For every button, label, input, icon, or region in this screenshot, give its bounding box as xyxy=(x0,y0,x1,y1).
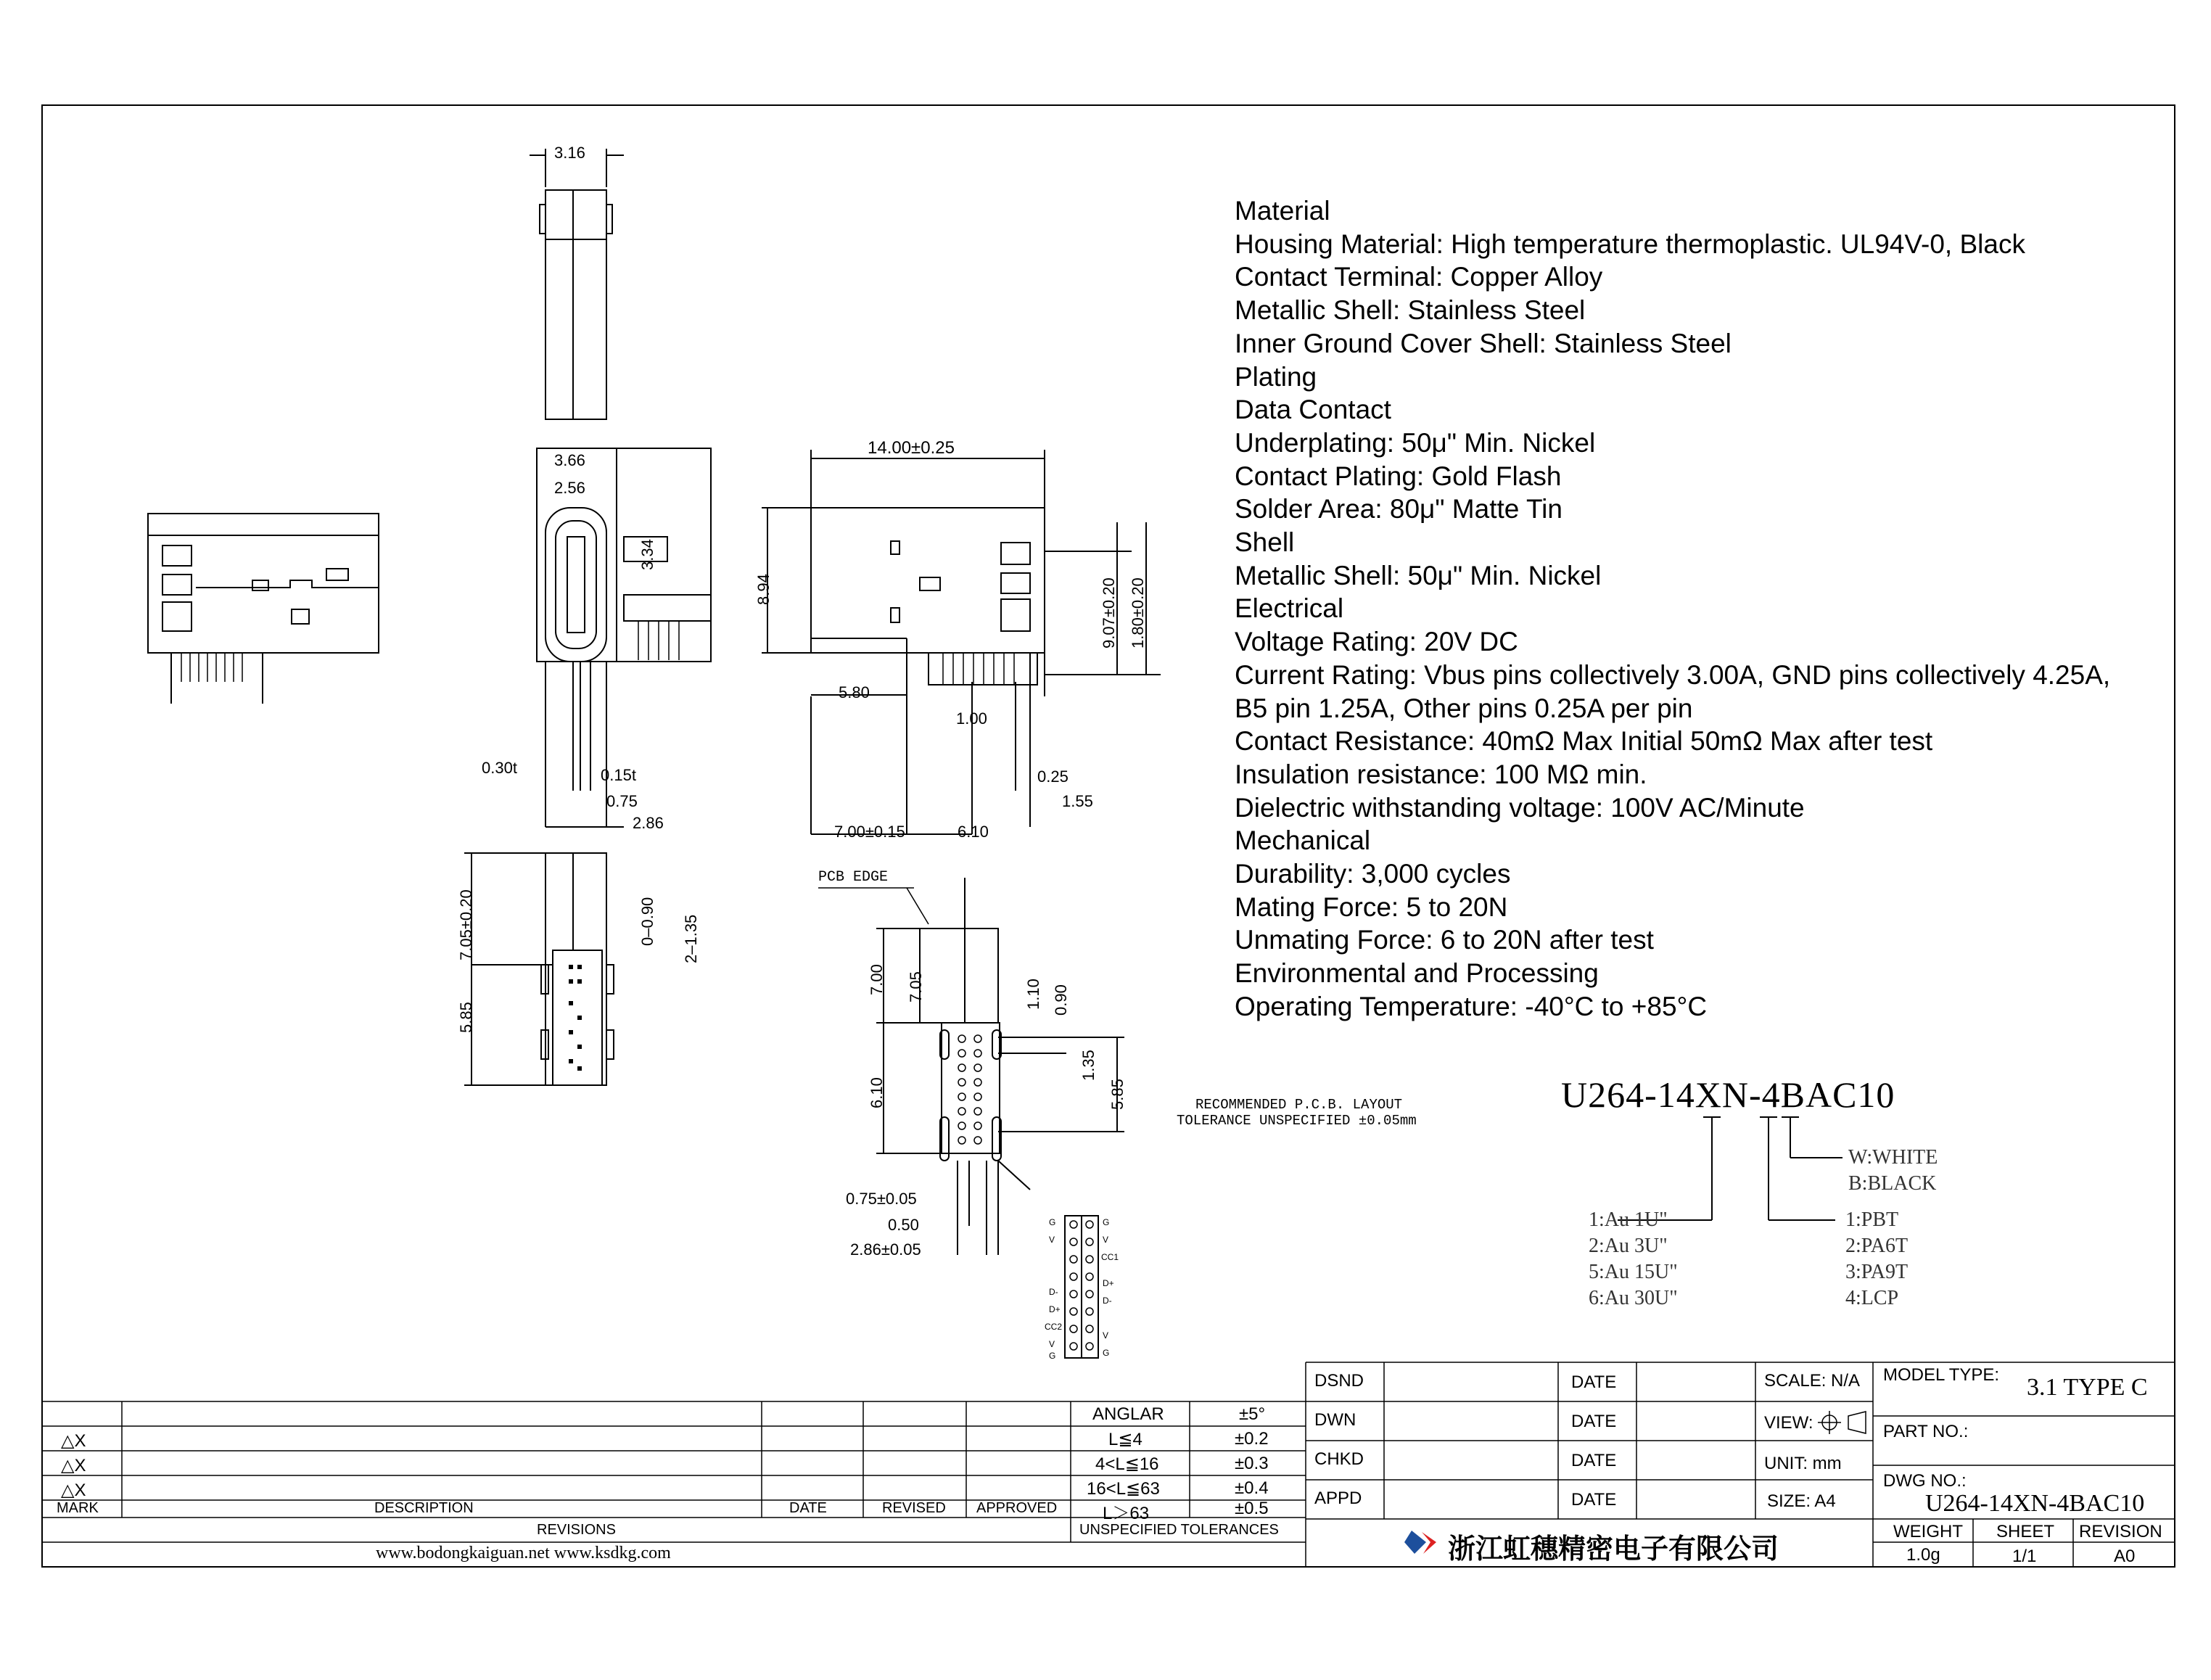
dim-label: 0.15t xyxy=(601,766,636,784)
scale-label: SCALE: N/A xyxy=(1764,1371,1861,1391)
revision-value: A0 xyxy=(2114,1547,2136,1566)
sheet-value: 1/1 xyxy=(2012,1547,2037,1566)
revision-mark: △X xyxy=(61,1431,86,1451)
dim-label: 0.50 xyxy=(888,1216,919,1234)
pin-label: D+ xyxy=(1049,1304,1061,1314)
chkd-label: CHKD xyxy=(1314,1449,1364,1469)
spec-line: Durability: 3,000 cycles xyxy=(1235,859,1511,889)
dim-label: 0.25 xyxy=(1037,767,1069,786)
spec-line: Insulation resistance: 100 MΩ min. xyxy=(1235,759,1647,789)
dim-label: 8.94 xyxy=(754,574,773,605)
pin-label: G xyxy=(1049,1351,1056,1361)
weight-value: 1.0g xyxy=(1906,1545,1940,1565)
part-code-leaders xyxy=(1618,1117,1842,1220)
spec-line: Metallic Shell: 50μ" Min. Nickel xyxy=(1235,560,1602,590)
appd-label: APPD xyxy=(1314,1488,1362,1508)
dim-label: 0–0.90 xyxy=(638,897,656,946)
dim-label: 9.07±0.20 xyxy=(1100,577,1118,648)
dim-label: 7.00 xyxy=(868,964,886,995)
tolerance-value: ±5° xyxy=(1239,1404,1266,1424)
spec-line: Current Rating: Vbus pins collectively 3.00A, GND pins collectively 4.25A, xyxy=(1235,659,2111,690)
material-option: 1:PBT xyxy=(1845,1208,1899,1231)
layout-note-line1: RECOMMENDED P.C.B. LAYOUT xyxy=(1195,1097,1403,1113)
dsnd-label: DSND xyxy=(1314,1371,1364,1391)
tolerance-label: 4<L≦16 xyxy=(1095,1454,1159,1474)
dim-label: 1.55 xyxy=(1062,792,1093,810)
date-label: DATE xyxy=(1571,1372,1617,1392)
dim-label: 6.10 xyxy=(868,1077,886,1108)
pin-label: CC1 xyxy=(1101,1252,1119,1262)
model-type-label: MODEL TYPE: xyxy=(1883,1365,2000,1385)
spec-line: Metallic Shell: Stainless Steel xyxy=(1235,295,1586,326)
tolerance-value: ±0.5 xyxy=(1235,1499,1269,1518)
pin-label: CC2 xyxy=(1045,1322,1063,1332)
tolerance-value: ±0.3 xyxy=(1235,1454,1269,1473)
approved-header: APPROVED xyxy=(976,1500,1058,1516)
dwn-label: DWN xyxy=(1314,1410,1356,1430)
company-logo-icon xyxy=(1404,1531,1436,1554)
date-label: DATE xyxy=(1571,1451,1617,1470)
dim-label: 6.10 xyxy=(958,823,989,841)
dim-label: 14.00±0.25 xyxy=(868,438,955,458)
revised-header: REVISED xyxy=(882,1500,946,1516)
part-no-label: PART NO.: xyxy=(1883,1422,1969,1441)
spec-line: Dielectric withstanding voltage: 100V AC/Minute xyxy=(1235,792,1805,823)
spec-line: Underplating: 50μ" Min. Nickel xyxy=(1235,427,1596,458)
spec-line: Operating Temperature: -40°C to +85°C xyxy=(1235,991,1708,1021)
spec-line: Environmental and Processing xyxy=(1235,958,1599,989)
dim-label: 2–1.35 xyxy=(682,914,700,963)
dim-label: 1.00 xyxy=(956,709,987,728)
spec-line: Electrical xyxy=(1235,593,1344,624)
revision-label: REVISION xyxy=(2079,1522,2162,1541)
spec-line: Mating Force: 5 to 20N xyxy=(1235,892,1508,922)
dim-label: 7.05 xyxy=(907,971,925,1002)
spec-line: Material xyxy=(1235,196,1330,226)
date-label: DATE xyxy=(1571,1490,1617,1510)
dim-label: 2.86 xyxy=(633,814,664,832)
pin-label: G xyxy=(1049,1217,1056,1227)
material-option: 3:PA9T xyxy=(1845,1261,1909,1283)
dwg-no-label: DWG NO.: xyxy=(1883,1471,1967,1491)
dim-label: 3.34 xyxy=(638,539,656,570)
color-option: W:WHITE xyxy=(1848,1146,1938,1169)
pin-label: D- xyxy=(1049,1287,1058,1297)
dim-label: 7.05±0.20 xyxy=(457,889,475,960)
part-code: U264-14XN-4BAC10 xyxy=(1561,1074,1895,1115)
spec-line: Plating xyxy=(1235,361,1317,392)
revision-mark: △X xyxy=(61,1456,86,1475)
material-option: 4:LCP xyxy=(1845,1287,1899,1309)
dim-label: 2.86±0.05 xyxy=(850,1240,921,1259)
date-label: DATE xyxy=(1571,1412,1617,1431)
date-header: DATE xyxy=(789,1500,827,1516)
spec-line: Contact Resistance: 40mΩ Max Initial 50mΩ Max after test xyxy=(1235,726,1933,757)
view-symbol-icon xyxy=(1818,1411,1866,1434)
plating-option: 5:Au 15U" xyxy=(1589,1261,1678,1283)
dwg-no-value: U264-14XN-4BAC10 xyxy=(1925,1490,2145,1517)
plating-option: 1:Au 1U" xyxy=(1589,1208,1668,1231)
spec-line: Inner Ground Cover Shell: Stainless Steel xyxy=(1235,328,1732,358)
spec-line: Shell xyxy=(1235,527,1295,558)
revision-mark: △X xyxy=(61,1481,86,1500)
pin-label: D+ xyxy=(1103,1278,1114,1288)
tolerance-label: ANGLAR xyxy=(1092,1404,1164,1424)
dim-label: 1.80±0.20 xyxy=(1129,577,1147,648)
pin-label: V xyxy=(1049,1235,1055,1245)
left-side-view xyxy=(148,514,379,704)
websites: www.bodongkaiguan.net www.ksdkg.com xyxy=(376,1544,671,1562)
description-header: DESCRIPTION xyxy=(374,1500,474,1516)
spec-line: Voltage Rating: 20V DC xyxy=(1235,627,1518,657)
dim-label: 3.66 xyxy=(554,451,585,469)
spec-line: B5 pin 1.25A, Other pins 0.25A per pin xyxy=(1235,693,1693,723)
dim-label: 7.00±0.15 xyxy=(834,823,905,841)
view-label: VIEW: xyxy=(1764,1413,1813,1433)
revisions-label: REVISIONS xyxy=(537,1522,616,1538)
dim-label: 1.35 xyxy=(1079,1050,1098,1081)
dim-label: 0.75±0.05 xyxy=(846,1190,917,1208)
spec-line: Housing Material: High temperature thermoplastic. UL94V-0, Black xyxy=(1235,228,2025,259)
unit-label: UNIT: mm xyxy=(1764,1454,1842,1473)
dim-label: 0.30t xyxy=(482,759,517,777)
pin-label: V xyxy=(1049,1339,1055,1349)
size-label: SIZE: A4 xyxy=(1767,1491,1836,1511)
pcb-edge-label: PCB EDGE xyxy=(818,869,889,886)
pin-label: G xyxy=(1103,1348,1110,1358)
unspecified-tolerances-label: UNSPECIFIED TOLERANCES xyxy=(1079,1522,1279,1538)
weight-label: WEIGHT xyxy=(1893,1522,1963,1541)
dim-label: 0.75 xyxy=(606,792,638,810)
spec-line: Mechanical xyxy=(1235,825,1371,856)
specifications xyxy=(1235,194,2199,1024)
pin-label: V xyxy=(1103,1235,1109,1245)
dim-label: 5.85 xyxy=(1108,1079,1127,1110)
spec-line: Contact Terminal: Copper Alloy xyxy=(1235,262,1603,292)
dim-label: 2.56 xyxy=(554,479,585,497)
model-type-value: 3.1 TYPE C xyxy=(2027,1374,2148,1401)
sheet-label: SHEET xyxy=(1996,1522,2055,1541)
pin-label: V xyxy=(1103,1330,1109,1341)
tolerance-label: L＞63 xyxy=(1103,1504,1150,1523)
dim-label: 1.10 xyxy=(1024,979,1042,1010)
company-name: 浙江虹穗精密电子有限公司 xyxy=(1448,1533,1779,1565)
plating-option: 6:Au 30U" xyxy=(1589,1287,1678,1309)
top-view-drawing xyxy=(530,149,624,419)
dim-label: 5.85 xyxy=(457,1002,475,1033)
pcb-layout xyxy=(818,878,1124,1358)
material-option: 2:PA6T xyxy=(1845,1235,1909,1257)
pin-label: G xyxy=(1103,1217,1110,1227)
tolerance-value: ±0.2 xyxy=(1235,1429,1269,1449)
bottom-view xyxy=(464,853,614,1085)
pin-label: D- xyxy=(1103,1296,1112,1306)
tolerance-value: ±0.4 xyxy=(1235,1478,1269,1498)
plating-option: 2:Au 3U" xyxy=(1589,1235,1668,1257)
mark-header: MARK xyxy=(57,1500,99,1516)
layout-note-line2: TOLERANCE UNSPECIFIED ±0.05mm xyxy=(1177,1113,1417,1129)
spec-line: Data Contact xyxy=(1235,395,1391,425)
spec-line: Contact Plating: Gold Flash xyxy=(1235,461,1562,491)
dim-label: 5.80 xyxy=(839,683,870,701)
tolerance-label: L≦4 xyxy=(1108,1430,1142,1449)
dim-label: 0.90 xyxy=(1052,984,1070,1016)
dim-label: 3.16 xyxy=(554,144,585,162)
color-option: B:BLACK xyxy=(1848,1172,1937,1195)
tolerance-label: 16<L≦63 xyxy=(1087,1479,1160,1499)
spec-line: Unmating Force: 6 to 20N after test xyxy=(1235,925,1654,955)
spec-line: Solder Area: 80μ" Matte Tin xyxy=(1235,494,1562,524)
